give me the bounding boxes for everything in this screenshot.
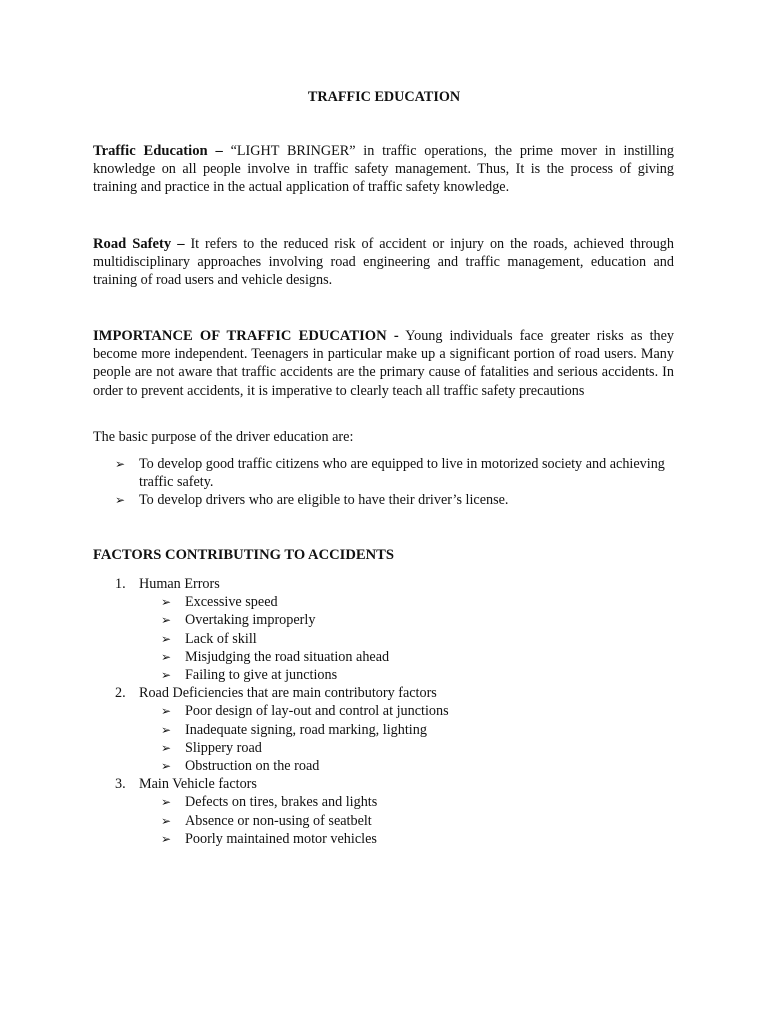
arrow-bullet-icon: ➢ [161,795,172,810]
factor-item-text: Obstruction on the road [185,758,320,775]
importance-text: Young individuals face greater risks as they become more independent. Teenagers in particular make up a significant portion of road users. Many people are not aware that traffic accidents are the primary cause of fatalities and serious accidents. In order to prevent accidents, it is imperative to clearly teach all traffic safety precautions [93,328,674,399]
arrow-bullet-icon: ➢ [161,595,172,610]
factor-item [93,793,674,811]
purpose-item [93,455,674,491]
factor-item-text: Poorly maintained motor vehicles [185,830,377,847]
traffic-education-text: “LIGHT BRINGER” in traffic operations, the prime mover in instilling knowledge on all people involve in traffic safety management. Thus, It is the process of giving training and practice in the actual application of traffic safety knowledge. [93,143,674,196]
factor-label: Main Vehicle factors [139,776,257,793]
factor-item-text: Poor design of lay-out and control at junctions [185,703,449,720]
factor-item [93,812,674,830]
factors-heading: FACTORS CONTRIBUTING TO ACCIDENTS [93,547,395,563]
arrow-bullet-icon: ➢ [115,493,126,508]
arrow-bullet-icon: ➢ [115,457,126,471]
factor-item [93,611,674,629]
road-safety-paragraph [93,235,674,290]
factor-item [93,648,674,666]
purpose-item-text: To develop drivers who are eligible to have their driver’s license. [139,492,509,509]
arrow-bullet-icon: ➢ [161,704,172,719]
factor-sub-list [93,793,674,848]
arrow-bullet-icon: ➢ [161,613,172,628]
factor-item [93,630,674,648]
purpose-item-text: To develop good traffic citizens who are equipped to live in motorized society and achieving traffic safety. [139,456,665,491]
factor-group [93,575,674,684]
arrow-bullet-icon: ➢ [161,831,172,846]
factor-item-text: Failing to give at junctions [185,667,338,684]
factor-item-text: Lack of skill [185,630,257,647]
purpose-list [93,455,674,510]
factor-sub-list [93,702,674,775]
road-safety-term: Road Safety – [93,236,185,252]
arrow-bullet-icon: ➢ [161,740,172,755]
factor-item [93,830,674,848]
arrow-bullet-icon: ➢ [161,668,172,683]
traffic-education-term: Traffic Education – [93,143,223,159]
arrow-bullet-icon: ➢ [161,813,172,828]
factor-item [93,666,674,684]
purpose-intro: The basic purpose of the driver education are: [93,429,354,445]
arrow-bullet-icon: ➢ [161,631,172,646]
factor-item [93,757,674,775]
road-safety-text: It refers to the reduced risk of accident or injury on the roads, achieved through multidisciplinary approaches involving road engineering and traffic management, education and training of road users and vehicle designs. [93,236,674,289]
factor-item-text: Excessive speed [185,594,278,611]
factor-item [93,739,674,757]
factor-label: Human Errors [139,576,220,592]
importance-term: IMPORTANCE OF TRAFFIC EDUCATION - [93,328,399,344]
factor-group [93,684,674,775]
factor-number: 2. [115,685,126,702]
page-title: TRAFFIC EDUCATION [307,89,461,105]
importance-paragraph [93,327,674,400]
factor-item-text: Absence or non-using of seatbelt [185,812,372,829]
factor-item-text: Defects on tires, brakes and lights [185,794,378,811]
factor-item-text: Misjudging the road situation ahead [185,648,390,665]
factor-number: 1. [115,576,126,592]
factor-group [93,775,674,848]
factor-item [93,593,674,611]
arrow-bullet-icon: ➢ [161,722,172,737]
factor-item-text: Overtaking improperly [185,612,316,629]
factor-sub-list [93,593,674,684]
factor-item [93,721,674,739]
traffic-education-paragraph [93,142,674,197]
factor-item [93,702,674,720]
factor-label: Road Deficiencies that are main contributory factors [139,685,437,702]
factor-item-text: Slippery road [185,739,262,756]
factor-item-text: Inadequate signing, road marking, lighting [185,721,427,738]
factors-list [93,575,674,848]
arrow-bullet-icon: ➢ [161,649,172,664]
arrow-bullet-icon: ➢ [161,759,172,774]
factor-number: 3. [115,776,126,793]
purpose-item [93,491,674,509]
